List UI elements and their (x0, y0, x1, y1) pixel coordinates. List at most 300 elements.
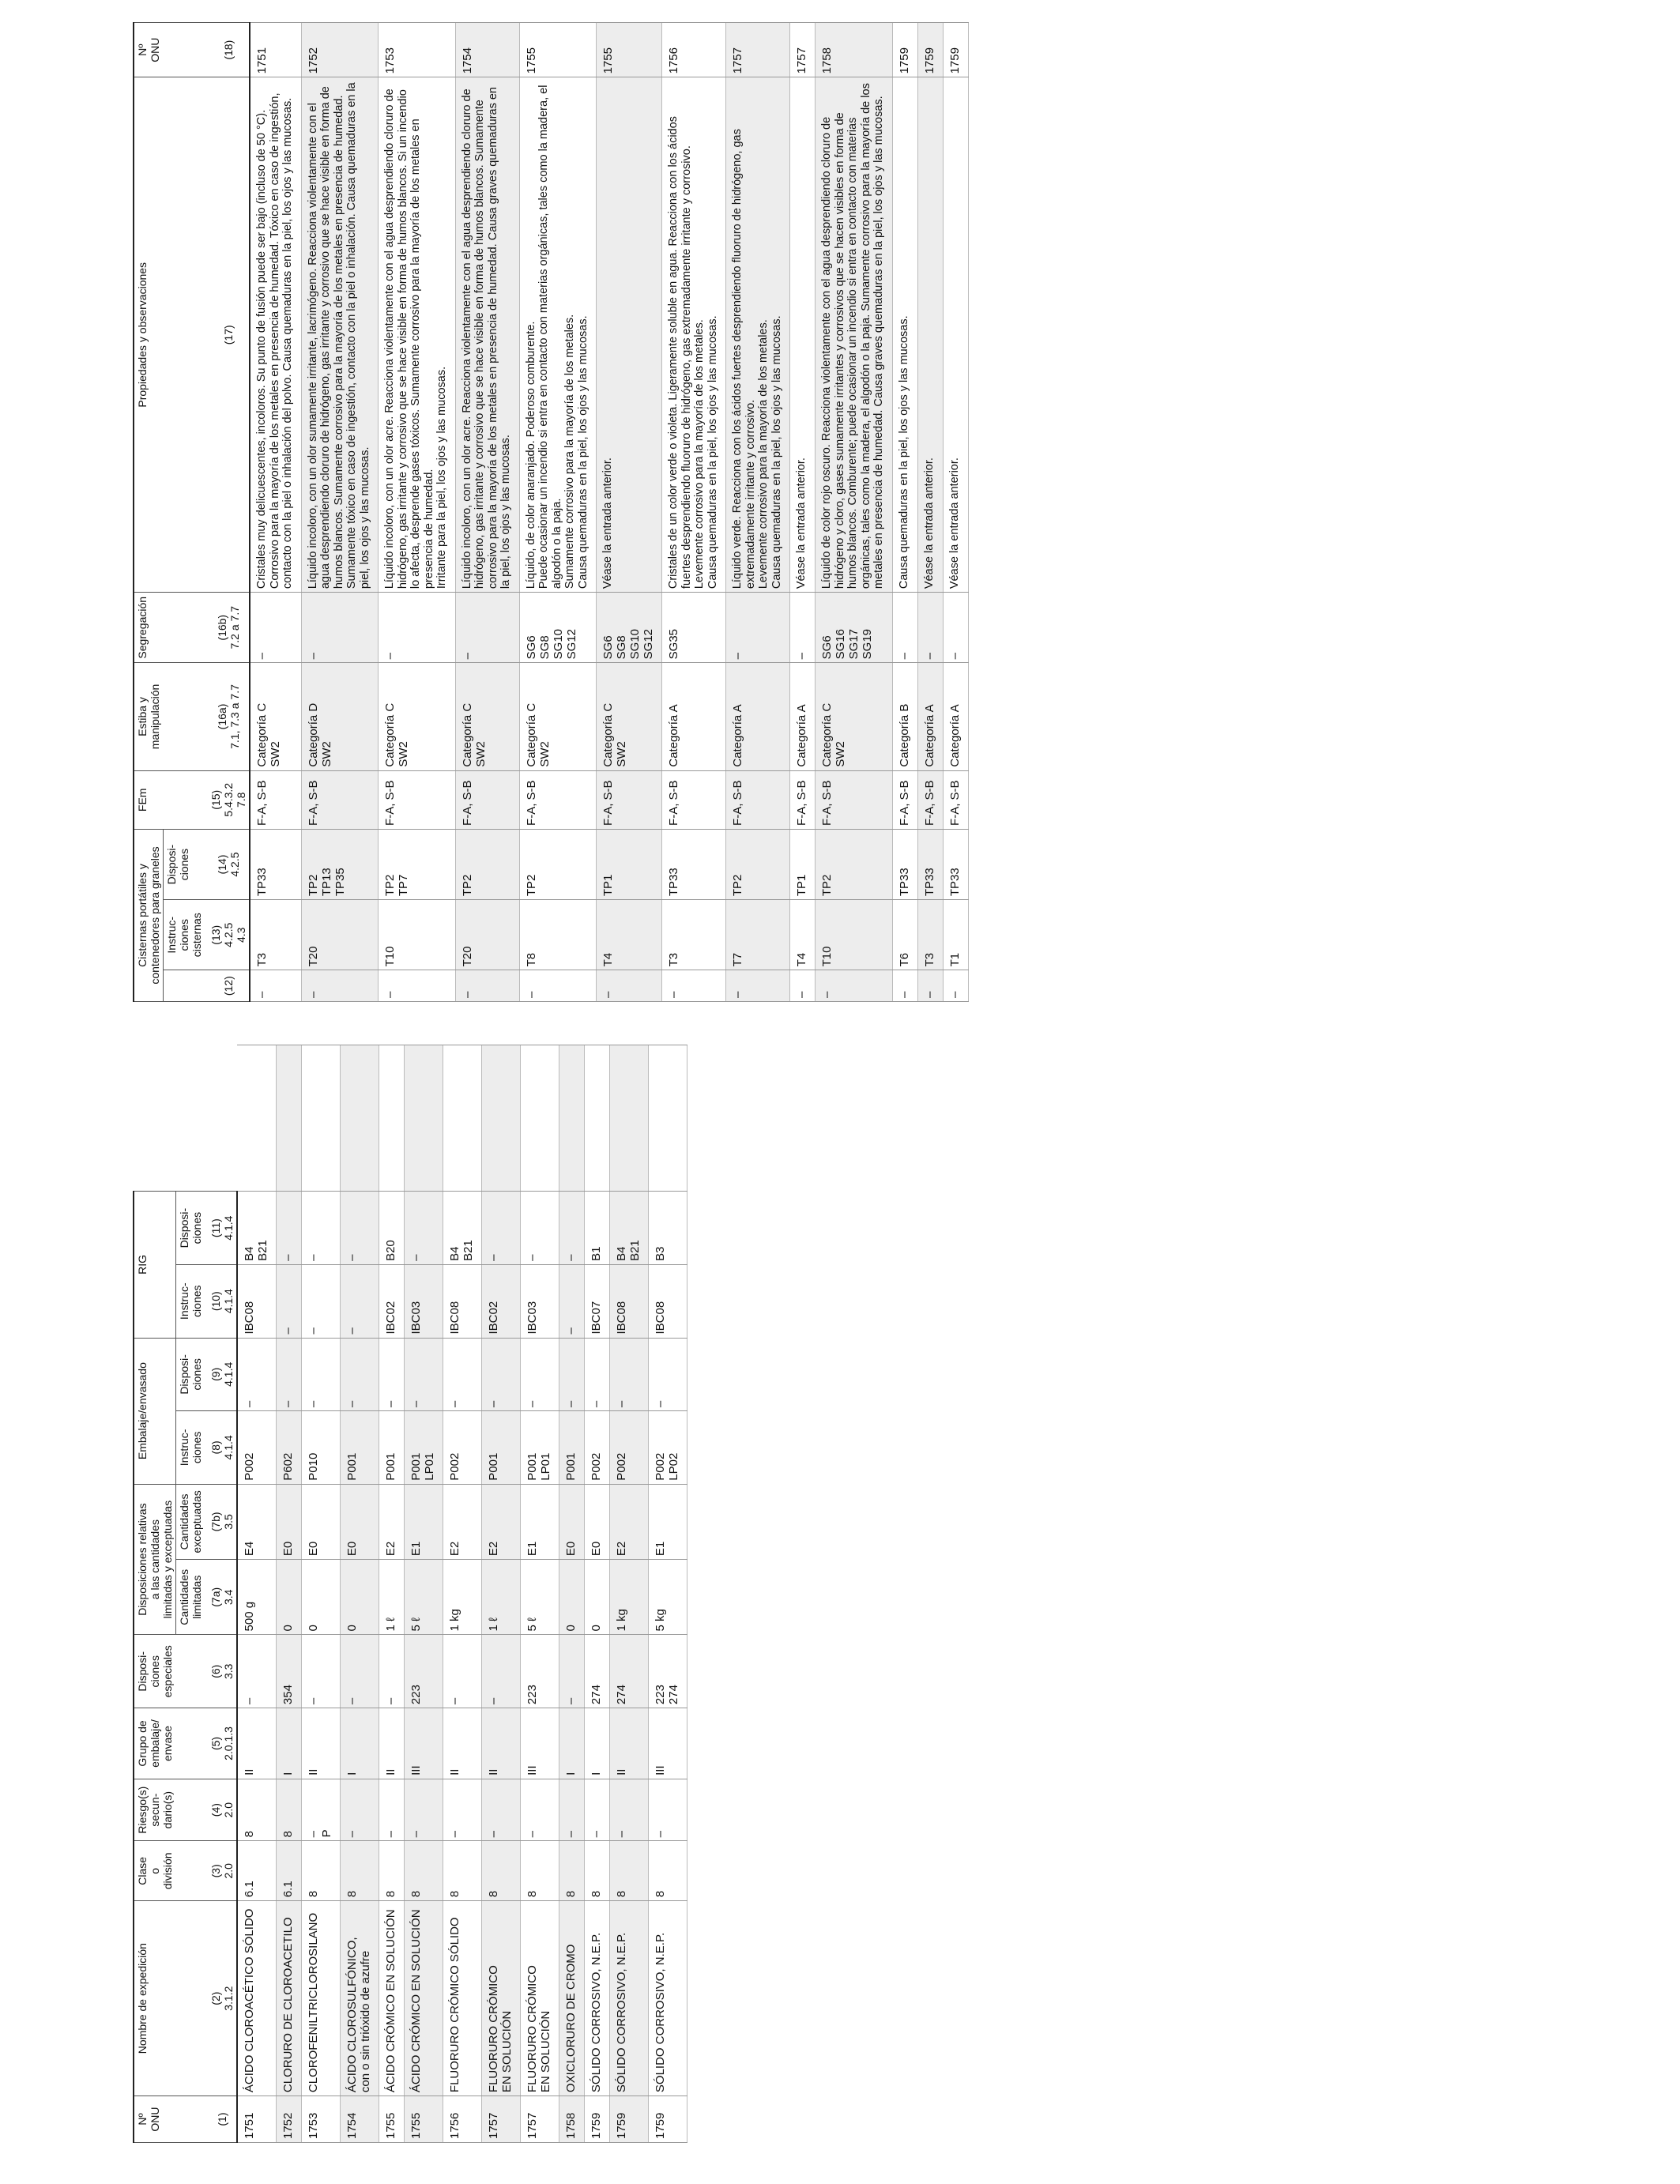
right-table-body (250, 23, 968, 1002)
cell-ibc-instruction: IBC08 (237, 1264, 277, 1338)
cell-ibc-instruction: – (302, 1264, 341, 1338)
cell-limited-quantity: 5 ℓ (405, 1560, 443, 1635)
cell-ibc-provision: B4 B21 (443, 1192, 482, 1265)
cell-special-provisions: – (302, 1635, 341, 1708)
cell-packing-instruction: P002 (610, 1411, 649, 1485)
cell-ems: F-A, S-B (662, 770, 726, 829)
cell-stowage: Categoría C SW2 (519, 663, 597, 770)
cell-packing-group: I (341, 1708, 379, 1779)
cell-packing-instruction: P002 (585, 1411, 610, 1485)
cell-stowage: Categoría C SW2 (379, 663, 456, 770)
cell-special-provisions: 223 274 (649, 1635, 687, 1708)
cell-excepted-quantity: E0 (585, 1484, 610, 1559)
cell-properties: Líquido incoloro, con un olor acre. Reacciona violentamente con el agua desprendiendo cloruro de hidrógeno, gas irritante y corrosivo que se hace visible en forma de humos blancos. Sumamente corrosivo para la mayoría de los metales en presencia de humedad. Causa graves quemaduras en la piel, los ojos y las mucosas. (455, 77, 519, 593)
cell-tank-provision: TP2 TP7 (379, 829, 456, 899)
header-segregation: Segregación (134, 593, 205, 663)
cell-ibc-instruction: IBC02 (482, 1264, 521, 1338)
cell-packing-group: III (521, 1708, 559, 1779)
cell-class: 8 (585, 1841, 610, 1901)
cell-spacer (559, 1045, 585, 1192)
table-row (443, 1045, 482, 2143)
cell-shipping-name: SÓLIDO CORROSIVO, N.E.P. (610, 1901, 649, 2096)
cell-un-no: 1752 (277, 2096, 302, 2143)
cell-ibc-provision: B3 (649, 1192, 687, 1265)
cell-class: 8 (302, 1841, 341, 1901)
cell-packing-group: II (443, 1708, 482, 1779)
cell-ibc-provision: – (521, 1192, 559, 1265)
cell-special-provisions: – (379, 1635, 405, 1708)
cell-tank-provision: TP33 (662, 829, 726, 899)
cell-excepted-quantity: E1 (521, 1484, 559, 1559)
cell-tank-instruction: T10 (379, 900, 456, 970)
cell-limited-quantity: 0 (341, 1560, 379, 1635)
cell-ibc-provision: – (559, 1192, 585, 1265)
ref-10: (10) 4.1.4 (205, 1264, 237, 1338)
cell-class: 8 (649, 1841, 687, 1901)
cell-un-no: 1751 (250, 23, 301, 77)
cell-limited-quantity: 1 ℓ (379, 1560, 405, 1635)
cell-sub-risk: 8 (237, 1779, 277, 1841)
table-row (649, 1045, 687, 2143)
cell-special-provisions: 274 (610, 1635, 649, 1708)
cell-excepted-quantity: E2 (610, 1484, 649, 1559)
table-row (277, 1045, 302, 2143)
header-ibc-instr: Instruc- ciones (176, 1264, 205, 1338)
cell-packing-instruction: P002 (443, 1411, 482, 1485)
cell-packing-instruction: P010 (302, 1411, 341, 1485)
ref-16a: (16a) 7.1, 7.3 a 7.7 (205, 663, 250, 770)
cell-segregation: – (892, 593, 917, 663)
cell-excepted-quantity: E0 (302, 1484, 341, 1559)
cell-spacer (302, 1045, 341, 1192)
cell-un-no: 1754 (455, 23, 519, 77)
header-special-provisions: Disposi- ciones especiales (134, 1635, 205, 1708)
table-row (610, 1045, 649, 2143)
header-c12-blank (164, 970, 205, 1002)
cell-col12: – (892, 970, 917, 1002)
cell-class: 6.1 (237, 1841, 277, 1901)
cell-tank-instruction: T7 (726, 900, 790, 970)
cell-spacer (379, 1045, 405, 1192)
cell-special-provisions: – (341, 1635, 379, 1708)
header-eq: Cantidades exceptuadas (176, 1484, 205, 1559)
header-properties: Propiedades y observaciones (134, 77, 205, 593)
cell-packing-instruction: P602 (277, 1411, 302, 1485)
cell-spacer (443, 1045, 482, 1192)
cell-tank-instruction: T4 (790, 900, 816, 970)
cell-un-no: 1757 (790, 23, 816, 77)
cell-spacer (482, 1045, 521, 1192)
cell-spacer (237, 1045, 277, 1192)
cell-properties: Líquido de color rojo oscuro. Reacciona violentamente con el agua desprendiendo cloruro de hidrógeno y cloro, gases sumamente irritantes y corrosivos que se hacen visibles en forma de humos blancos. Comburente; puede ocasionar un incendio si entra en contacto con materias orgánicas, tales como la madera, el algodón o la paja. Sumamente corrosivo para la mayoría de los metales en presencia de humedad. Causa graves quemaduras en la piel, los ojos y las mucosas. (816, 77, 893, 593)
cell-ibc-provision: – (302, 1192, 341, 1265)
cell-segregation: SG6 SG8 SG10 SG12 (519, 593, 597, 663)
table-row (379, 23, 456, 1002)
cell-properties: Líquido, de color anaranjado. Poderoso comburente. Puede ocasionar un incendio si entra en contacto con materias orgánicas, tales como la madera, el algodón o la paja. Sumamente corrosivo para la mayoría de los metales. Causa quemaduras en la piel, los ojos y las mucosas. (519, 77, 597, 593)
table-row (662, 23, 726, 1002)
cell-excepted-quantity: E0 (277, 1484, 302, 1559)
cell-special-provisions: 274 (585, 1635, 610, 1708)
cell-sub-risk: – (649, 1779, 687, 1841)
cell-stowage: Categoría A (662, 663, 726, 770)
cell-limited-quantity: 5 kg (649, 1560, 687, 1635)
cell-packing-group: III (405, 1708, 443, 1779)
header-lq: Cantidades limitadas (176, 1560, 205, 1635)
cell-ibc-instruction: IBC08 (649, 1264, 687, 1338)
cell-special-provisions: – (559, 1635, 585, 1708)
header-pack-prov: Disposi- ciones (176, 1338, 205, 1411)
table-row (341, 1045, 379, 2143)
table-row (943, 23, 968, 1002)
header-name: Nombre de expedición (134, 1901, 205, 2096)
cell-tank-provision: TP1 (790, 829, 816, 899)
cell-un-no: 1755 (405, 2096, 443, 2143)
cell-ems: F-A, S-B (250, 770, 301, 829)
cell-shipping-name: SÓLIDO CORROSIVO, N.E.P. (585, 1901, 610, 2096)
cell-segregation: SG35 (662, 593, 726, 663)
cell-sub-risk: – P (302, 1779, 341, 1841)
cell-packing-instruction: P002 (237, 1411, 277, 1485)
header-lq-eq-group: Disposiciones relativas a las cantidades limitadas y exceptuadas (134, 1484, 176, 1635)
cell-spacer (610, 1045, 649, 1192)
cell-un-no: 1755 (519, 23, 597, 77)
cell-packing-provision: – (559, 1338, 585, 1411)
cell-tank-provision: TP2 TP13 TP35 (301, 829, 379, 899)
cell-ibc-instruction: – (341, 1264, 379, 1338)
cell-class: 8 (482, 1841, 521, 1901)
cell-un-no: 1755 (379, 2096, 405, 2143)
cell-ems: F-A, S-B (597, 770, 662, 829)
cell-limited-quantity: 0 (559, 1560, 585, 1635)
cell-packing-provision: – (277, 1338, 302, 1411)
left-table-body (237, 1045, 687, 2143)
cell-un-no: 1759 (917, 23, 943, 77)
cell-class: 8 (379, 1841, 405, 1901)
cell-shipping-name: FLUORURO CRÓMICO EN SOLUCIÓN (482, 1901, 521, 2096)
cell-un-no: 1755 (597, 23, 662, 77)
header-tank-prov: Disposi- ciones (164, 829, 205, 899)
cell-sub-risk: – (443, 1779, 482, 1841)
cell-stowage: Categoría C SW2 (816, 663, 893, 770)
cell-ibc-instruction: IBC08 (610, 1264, 649, 1338)
header-tank-instr: Instruc- ciones cisternas (164, 900, 205, 970)
header-ibc-title: RIG (134, 1192, 176, 1338)
cell-ibc-instruction: IBC03 (405, 1264, 443, 1338)
cell-un-no: 1759 (892, 23, 917, 77)
cell-special-provisions: – (482, 1635, 521, 1708)
cell-col12: – (662, 970, 726, 1002)
cell-class: 8 (521, 1841, 559, 1901)
cell-un-no: 1756 (662, 23, 726, 77)
cell-packing-provision: – (649, 1338, 687, 1411)
cell-tank-instruction: T10 (816, 900, 893, 970)
cell-special-provisions: 223 (521, 1635, 559, 1708)
table-row (302, 1045, 341, 2143)
cell-ibc-instruction: – (277, 1264, 302, 1338)
cell-tank-provision: TP33 (943, 829, 968, 899)
header-class: Clase o división (134, 1841, 205, 1901)
table-row (597, 23, 662, 1002)
cell-segregation: – (379, 593, 456, 663)
ref-2: (2) 3.1.2 (205, 1901, 237, 2096)
cell-ems: F-A, S-B (379, 770, 456, 829)
header-spacer (134, 1045, 205, 1192)
left-dangerous-goods-table (133, 1045, 687, 2143)
cell-col12: – (790, 970, 816, 1002)
ref-9: (9) 4.1.4 (205, 1338, 237, 1411)
header-ibc-prov: Disposi- ciones (176, 1192, 205, 1265)
cell-properties: Líquido incoloro, con un olor acre. Reacciona violentamente con el agua desprendiendo cloruro de hidrógeno, gas irritante y corrosivo que se hace visible en forma de humos blancos. Si un incendio lo afecta, desprende gases tóxicos. Sumamente corrosivo para la mayoría de los metales en presencia de humedad. Irritante para la piel, los ojos y las mucosas. (379, 77, 456, 593)
cell-properties: Cristales muy delicuescentes, incoloros. Su punto de fusión puede ser bajo (incluso de 50 °C). Corrosivo para la mayoría de los metales en presencia de humedad. Tóxico en caso de ingestión, contacto con la piel o inhalación del polvo. Causa quemaduras en la piel, los ojos y las mucosas. (250, 77, 301, 593)
cell-ems: F-A, S-B (790, 770, 816, 829)
cell-tank-instruction: T3 (662, 900, 726, 970)
cell-tank-instruction: T20 (455, 900, 519, 970)
cell-packing-group: II (237, 1708, 277, 1779)
header-sub-risk: Riesgo(s) secun- dario(s) (134, 1779, 205, 1841)
cell-un-no: 1757 (521, 2096, 559, 2143)
cell-segregation: SG6 SG8 SG10 SG12 (597, 593, 662, 663)
cell-ibc-provision: B4 B21 (237, 1192, 277, 1265)
table-row (301, 23, 379, 1002)
cell-limited-quantity: 1 ℓ (482, 1560, 521, 1635)
cell-packing-group: II (379, 1708, 405, 1779)
cell-packing-provision: – (482, 1338, 521, 1411)
cell-segregation: – (790, 593, 816, 663)
cell-packing-group: I (277, 1708, 302, 1779)
ref-11: (11) 4.1.4 (205, 1192, 237, 1265)
cell-spacer (277, 1045, 302, 1192)
cell-properties: Cristales de un color verde o violeta. Ligeramente soluble en agua. Reacciona con los ácidos fuertes desprendiendo fluoruro de hidrógeno, gas extremadamente irritante y corrosivo. Levemente corrosivo para la mayoría de los metales. Causa quemaduras en la piel, los ojos y las mucosas. (662, 77, 726, 593)
ref-1: (1) (205, 2096, 237, 2143)
cell-limited-quantity: 0 (277, 1560, 302, 1635)
cell-tank-instruction: T20 (301, 900, 379, 970)
cell-tank-provision: TP2 (519, 829, 597, 899)
cell-ems: F-A, S-B (519, 770, 597, 829)
header-pack-instr: Instruc- ciones (176, 1411, 205, 1485)
cell-packing-group: III (649, 1708, 687, 1779)
cell-excepted-quantity: E1 (649, 1484, 687, 1559)
cell-tank-provision: TP33 (250, 829, 301, 899)
cell-class: 8 (341, 1841, 379, 1901)
ref-4: (4) 2.0 (205, 1779, 237, 1841)
ref-8: (8) 4.1.4 (205, 1411, 237, 1485)
cell-ibc-instruction: – (559, 1264, 585, 1338)
cell-col12: – (597, 970, 662, 1002)
cell-packing-instruction: P002 LP02 (649, 1411, 687, 1485)
table-row (405, 1045, 443, 2143)
cell-ems: F-A, S-B (917, 770, 943, 829)
table-row (917, 23, 943, 1002)
ref-7a: (7a) 3.4 (205, 1560, 237, 1635)
header-packing-group: Grupo de embalaje/ envase (134, 1708, 205, 1779)
cell-tank-provision: TP2 (455, 829, 519, 899)
cell-ems: F-A, S-B (726, 770, 790, 829)
cell-stowage: Categoría C SW2 (455, 663, 519, 770)
cell-properties: Líquido verde. Reacciona con los ácidos fuertes desprendiendo fluoruro de hidrógeno, gas extremadamente irritante y corrosivo. Levemente corrosivo para la mayoría de los metales. Causa quemaduras en la piel, los ojos y las mucosas. (726, 77, 790, 593)
cell-ibc-instruction: IBC03 (521, 1264, 559, 1338)
cell-un-no: 1758 (559, 2096, 585, 2143)
cell-col12: – (250, 970, 301, 1002)
cell-shipping-name: SÓLIDO CORROSIVO, N.E.P. (649, 1901, 687, 2096)
cell-tank-provision: TP2 (816, 829, 893, 899)
table-row (519, 23, 597, 1002)
table-row (379, 1045, 405, 2143)
cell-packing-provision: – (585, 1338, 610, 1411)
cell-segregation: – (455, 593, 519, 663)
cell-un-no: 1753 (379, 23, 456, 77)
cell-un-no: 1757 (726, 23, 790, 77)
cell-packing-provision: – (521, 1338, 559, 1411)
cell-un-no: 1754 (341, 2096, 379, 2143)
cell-ibc-instruction: IBC08 (443, 1264, 482, 1338)
cell-stowage: Categoría A (943, 663, 968, 770)
table-row (559, 1045, 585, 2143)
cell-excepted-quantity: E2 (482, 1484, 521, 1559)
cell-sub-risk: 8 (277, 1779, 302, 1841)
cell-un-no: 1759 (943, 23, 968, 77)
cell-col12: – (816, 970, 893, 1002)
right-table-panel (133, 22, 1429, 1002)
ref-7b: (7b) 3.5 (205, 1484, 237, 1559)
cell-packing-instruction: P001 (341, 1411, 379, 1485)
cell-special-provisions: – (443, 1635, 482, 1708)
cell-un-no: 1759 (585, 2096, 610, 2143)
cell-limited-quantity: 500 g (237, 1560, 277, 1635)
table-row (726, 23, 790, 1002)
table-row (250, 23, 301, 1002)
cell-ibc-provision: – (277, 1192, 302, 1265)
cell-sub-risk: – (521, 1779, 559, 1841)
cell-packing-group: II (482, 1708, 521, 1779)
cell-col12: – (519, 970, 597, 1002)
cell-tank-instruction: T3 (250, 900, 301, 970)
cell-spacer (585, 1045, 610, 1192)
cell-limited-quantity: 1 kg (610, 1560, 649, 1635)
header-stowage: Estiba y manipulación (134, 663, 205, 770)
cell-ibc-instruction: IBC07 (585, 1264, 610, 1338)
cell-sub-risk: – (405, 1779, 443, 1841)
cell-packing-group: I (585, 1708, 610, 1779)
ref-6: (6) 3.3 (205, 1635, 237, 1708)
cell-packing-provision: – (443, 1338, 482, 1411)
cell-ems: F-A, S-B (816, 770, 893, 829)
cell-col12: – (917, 970, 943, 1002)
table-row (521, 1045, 559, 2143)
table-row (237, 1045, 277, 2143)
cell-limited-quantity: 5 ℓ (521, 1560, 559, 1635)
cell-class: 6.1 (277, 1841, 302, 1901)
header-un-no-right: Nº ONU (134, 23, 205, 77)
cell-sub-risk: – (482, 1779, 521, 1841)
cell-ibc-provision: – (341, 1192, 379, 1265)
cell-shipping-name: OXICLORURO DE CROMO (559, 1901, 585, 2096)
cell-stowage: Categoría C SW2 (597, 663, 662, 770)
cell-ibc-provision: B20 (379, 1192, 405, 1265)
cell-un-no: 1759 (610, 2096, 649, 2143)
cell-segregation: – (301, 593, 379, 663)
cell-sub-risk: – (610, 1779, 649, 1841)
header-tanks-title: Cisternas portátiles y contenedores para graneles (134, 829, 164, 1001)
cell-stowage: Categoría A (790, 663, 816, 770)
table-row (816, 23, 893, 1002)
cell-stowage: Categoría B (892, 663, 917, 770)
cell-excepted-quantity: E2 (443, 1484, 482, 1559)
cell-class: 8 (610, 1841, 649, 1901)
cell-tank-provision: TP33 (917, 829, 943, 899)
cell-properties: Véase la entrada anterior. (597, 77, 662, 593)
cell-spacer (405, 1045, 443, 1192)
cell-packing-provision: – (379, 1338, 405, 1411)
cell-shipping-name: CLORURO DE CLOROACETILO (277, 1901, 302, 2096)
cell-ems: F-A, S-B (943, 770, 968, 829)
cell-special-provisions: – (237, 1635, 277, 1708)
cell-properties: Véase la entrada anterior. (943, 77, 968, 593)
cell-tank-instruction: T3 (917, 900, 943, 970)
table-row (892, 23, 917, 1002)
cell-un-no: 1758 (816, 23, 893, 77)
cell-properties: Causa quemaduras en la piel, los ojos y las mucosas. (892, 77, 917, 593)
cell-segregation: SG6 SG16 SG17 SG19 (816, 593, 893, 663)
cell-properties: Véase la entrada anterior. (917, 77, 943, 593)
cell-excepted-quantity: E2 (379, 1484, 405, 1559)
cell-segregation: – (943, 593, 968, 663)
cell-excepted-quantity: E4 (237, 1484, 277, 1559)
ref-13: (13) 4.2.5 4.3 (205, 900, 250, 970)
cell-shipping-name: ÁCIDO CRÓMICO EN SOLUCIÓN (405, 1901, 443, 2096)
cell-sub-risk: – (341, 1779, 379, 1841)
cell-tank-instruction: T8 (519, 900, 597, 970)
cell-ems: F-A, S-B (892, 770, 917, 829)
cell-shipping-name: ÁCIDO CLOROACÉTICO SÓLIDO (237, 1901, 277, 2096)
cell-limited-quantity: 1 kg (443, 1560, 482, 1635)
cell-stowage: Categoría A (917, 663, 943, 770)
cell-shipping-name: FLUORURO CRÓMICO SÓLIDO (443, 1901, 482, 2096)
cell-sub-risk: – (559, 1779, 585, 1841)
table-row (455, 23, 519, 1002)
cell-segregation: – (917, 593, 943, 663)
cell-packing-group: II (610, 1708, 649, 1779)
table-row (790, 23, 816, 1002)
header-packing-title: Embalaje/envasado (134, 1338, 176, 1484)
ref-spacer (205, 1045, 237, 1192)
cell-limited-quantity: 0 (302, 1560, 341, 1635)
cell-un-no: 1751 (237, 2096, 277, 2143)
cell-col12: – (726, 970, 790, 1002)
cell-tank-instruction: T6 (892, 900, 917, 970)
cell-col12: – (943, 970, 968, 1002)
cell-col12: – (379, 970, 456, 1002)
cell-ibc-provision: – (482, 1192, 521, 1265)
ref-17: (17) (205, 77, 250, 593)
cell-packing-group: I (559, 1708, 585, 1779)
cell-packing-instruction: P001 (559, 1411, 585, 1485)
cell-packing-provision: – (405, 1338, 443, 1411)
cell-tank-provision: TP2 (726, 829, 790, 899)
cell-packing-instruction: P001 LP01 (521, 1411, 559, 1485)
cell-packing-provision: – (341, 1338, 379, 1411)
cell-class: 8 (405, 1841, 443, 1901)
cell-special-provisions: 223 (405, 1635, 443, 1708)
cell-packing-group: II (302, 1708, 341, 1779)
cell-segregation: – (726, 593, 790, 663)
cell-spacer (521, 1045, 559, 1192)
ref-14: (14) 4.2.5 (205, 829, 250, 899)
cell-shipping-name: FLUORURO CRÓMICO EN SOLUCIÓN (521, 1901, 559, 2096)
cell-col12: – (455, 970, 519, 1002)
cell-class: 8 (559, 1841, 585, 1901)
cell-limited-quantity: 0 (585, 1560, 610, 1635)
cell-tank-provision: TP1 (597, 829, 662, 899)
